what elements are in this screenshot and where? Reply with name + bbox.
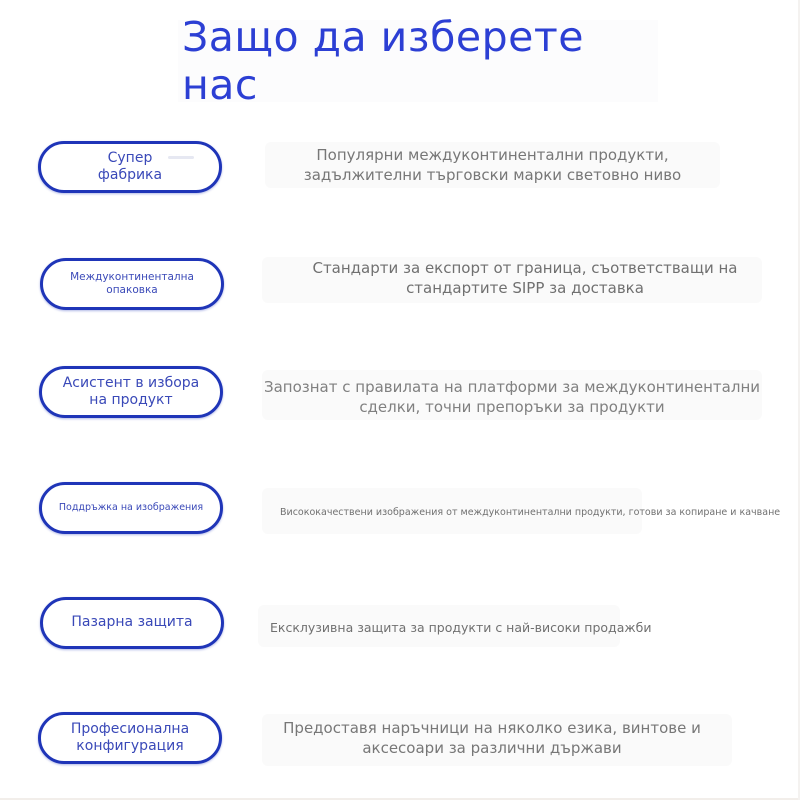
feature-description-professional-configuration: Предоставя наръчници на няколко езика, винтове и аксесоари за различни държави (283, 719, 701, 757)
feature-row-product-selection-assistant (0, 366, 800, 422)
feature-pill-image-support[interactable] (39, 482, 223, 534)
feature-label-line: Професионална (70, 720, 190, 737)
feature-label-line: Асистент в избора (62, 374, 200, 391)
feature-description-market-protection: Ексклузивна защита за продукти с най-високи продажби (270, 620, 652, 635)
feature-row-intercontinental-packaging (0, 257, 800, 313)
feature-label-line: на продукт (89, 392, 173, 408)
feature-description-image-support: Висококачествени изображения от междуконтинентални продукти, готови за копиране и качване (280, 507, 781, 518)
feature-label-line: Супер (107, 149, 153, 166)
feature-row-professional-configuration (0, 712, 800, 768)
feature-row-market-protection (0, 597, 800, 653)
feature-row-super-factory (0, 140, 800, 196)
feature-label-line: опаковка (106, 284, 158, 296)
feature-label-line: Поддръжка на изображения (58, 502, 204, 514)
feature-description-super-factory: Популярни междуконтинентални продукти, задължителни търговски марки световно ниво (303, 146, 682, 184)
feature-pill-professional-configuration[interactable] (38, 712, 222, 764)
page-title: Защо да изберете нас (182, 13, 584, 109)
feature-pill-product-selection-assistant[interactable] (39, 366, 223, 418)
feature-pill-super-factory[interactable] (38, 141, 222, 193)
feature-row-image-support (0, 482, 800, 538)
decorative-mark (168, 156, 194, 159)
feature-label-line: конфигурация (76, 738, 184, 754)
feature-description-intercontinental-packaging: Стандарти за експорт от граница, съответстващи на стандартите SIPP за доставка (312, 259, 738, 297)
feature-label-line: Междуконтинентална (70, 271, 194, 284)
feature-label-line: фабрика (97, 167, 163, 183)
feature-description-product-selection-assistant: Запознат с правилата на платформи за междуконтинентални сделки, точни препоръки за продукти (263, 378, 760, 416)
feature-pill-market-protection[interactable] (40, 597, 224, 649)
feature-label-line: Пазарна защита (71, 614, 193, 631)
title-banner (178, 13, 658, 109)
feature-pill-intercontinental-packaging[interactable] (40, 258, 224, 310)
